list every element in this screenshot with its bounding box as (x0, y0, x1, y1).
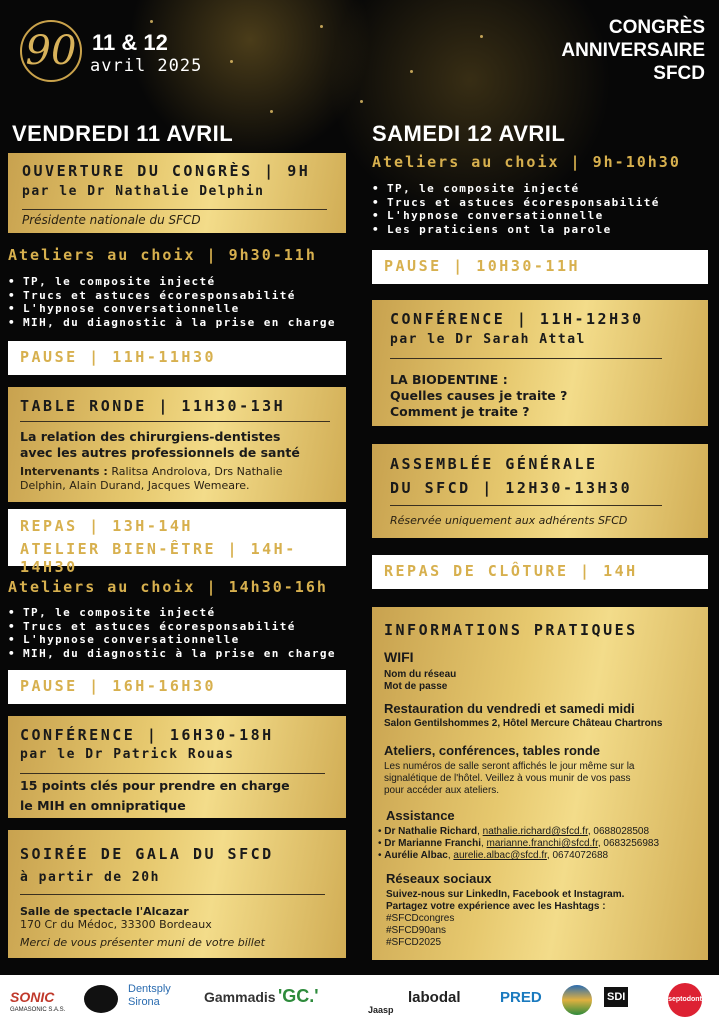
dates-small: avril 2025 (90, 56, 203, 76)
workshops2-list: • TP, le composite injecté • Trucs et astuces écoresponsabilité • L'hypnose conversationnelle • MIH, du diagnostic à la prise en charge (8, 606, 336, 660)
workshops1-title: Ateliers au choix | 9h30-11h (8, 246, 317, 264)
workshops1-list: • TP, le composite injecté • Trucs et astuces écoresponsabilité • L'hypnose conversationnelle • MIH, du diagnostic à la prise en charge (8, 275, 336, 329)
opening-box: OUVERTURE DU CONGRÈS | 9H par le Dr Nathalie Delphin Présidente nationale du SFCD (8, 153, 346, 233)
saturday-workshops-title: Ateliers au choix | 9h-10h30 (372, 153, 681, 171)
friday-title: VENDREDI 11 AVRIL (12, 121, 234, 146)
saturday-workshops-list: • TP, le composite injecté • Trucs et astuces écoresponsabilité • L'hypnose conversationnelle • Les praticiens ont la parole (372, 182, 660, 236)
saturday-pause: PAUSE | 10H30-11H (372, 250, 708, 284)
sponsor-jaasp: Jaasp (368, 1005, 394, 1015)
conference-friday-box: CONFÉRENCE | 16H30-18H par le Dr Patrick Rouas 15 points clés pour prendre en charge le MIH en omnipratique (8, 716, 346, 818)
workshops2-title: Ateliers au choix | 14h30-16h (8, 578, 328, 596)
anniversary-logo: 90 (20, 20, 82, 82)
event-title: CONGRÈS ANNIVERSAIRE SFCD (561, 17, 705, 84)
closing-meal: REPAS DE CLÔTURE | 14H (372, 555, 708, 589)
sponsor-dentsply: Dentsply Sirona (128, 983, 171, 1008)
contact-3: • Aurélie Albac, aurelie.albac@sfcd.fr, 0674072688 (378, 850, 609, 861)
sponsor-gamasonic: GAMASONIC S.A.S. (10, 1007, 66, 1013)
meal-box: REPAS | 13H-14H ATELIER BIEN-ÊTRE | 14H-14H30 (8, 509, 346, 566)
pause1: PAUSE | 11H-11H30 (8, 341, 346, 375)
sponsor-labodal: labodal (408, 989, 461, 1006)
sponsor-pred: PRED (500, 989, 542, 1006)
info-box: INFORMATIONS PRATIQUES WIFI Nom du réseau Mot de passe Restauration du vendredi et samedi midi Salon Gentilshommes 2, Hôtel Mercure Château Chartrons Ateliers, conférences, tables ronde Les numéros de salle seront affichés le jour même sur la signalétique de l'hôtel. Veillez à vous munir de vos pass pour accéder aux ateliers. Assistance • Dr Nathalie Richard, nathalie.richard@sfcd.fr, 0688028508 • Dr Marianne Franchi, marianne.franchi@sfcd.fr, 0683256983 • Aurélie Albac, aurelie.albac@sfcd.fr, 0674072688 Réseaux sociaux Suivez-nous sur LinkedIn, Facebook et Instagram. Partagez votre expérience avec les Hashtags : #SFCDcongres #SFCD90ans #SFCD2025 (372, 607, 708, 960)
contact-1: • Dr Nathalie Richard, nathalie.richard@sfcd.fr, 0688028508 (378, 826, 650, 837)
conference-saturday-box: CONFÉRENCE | 11H-12H30 par le Dr Sarah Attal LA BIODENTINE : Quelles causes je traite ? Comment je traite ? (372, 300, 708, 426)
sponsor-sdi: SDI (604, 987, 628, 1007)
sponsor-globe-logo (562, 985, 592, 1015)
sponsor-septodont: septodont (668, 983, 702, 1017)
pause2: PAUSE | 16H-16H30 (8, 670, 346, 704)
sponsor-round-logo (84, 985, 118, 1013)
sponsor-sonic: SONIC (10, 989, 55, 1005)
saturday-title: SAMEDI 12 AVRIL (372, 121, 566, 146)
dates-big: 11 & 12 (92, 30, 168, 55)
sponsor-bar (0, 975, 719, 1024)
gala-box: SOIRÉE DE GALA DU SFCD à partir de 20h Salle de spectacle l'Alcazar 170 Cr du Médoc, 33300 Bordeaux Merci de vous présenter muni de votre billet (8, 830, 346, 958)
assembly-box: ASSEMBLÉE GÉNÉRALE DU SFCD | 12H30-13H30 Réservée uniquement aux adhérents SFCD (372, 444, 708, 538)
sponsor-gammadis: Gammadis (204, 989, 276, 1005)
round-table-box: TABLE RONDE | 11H30-13H La relation des chirurgiens-dentistes avec les autres professionnels de santé Intervenants : Ralitsa Androlova, Drs Nathalie Delphin, Alain Durand, Jacques Wemeare. (8, 387, 346, 502)
contact-2: • Dr Marianne Franchi, marianne.franchi@sfcd.fr, 0683256983 (378, 838, 660, 849)
sponsor-gc: 'GC.' (278, 986, 319, 1006)
